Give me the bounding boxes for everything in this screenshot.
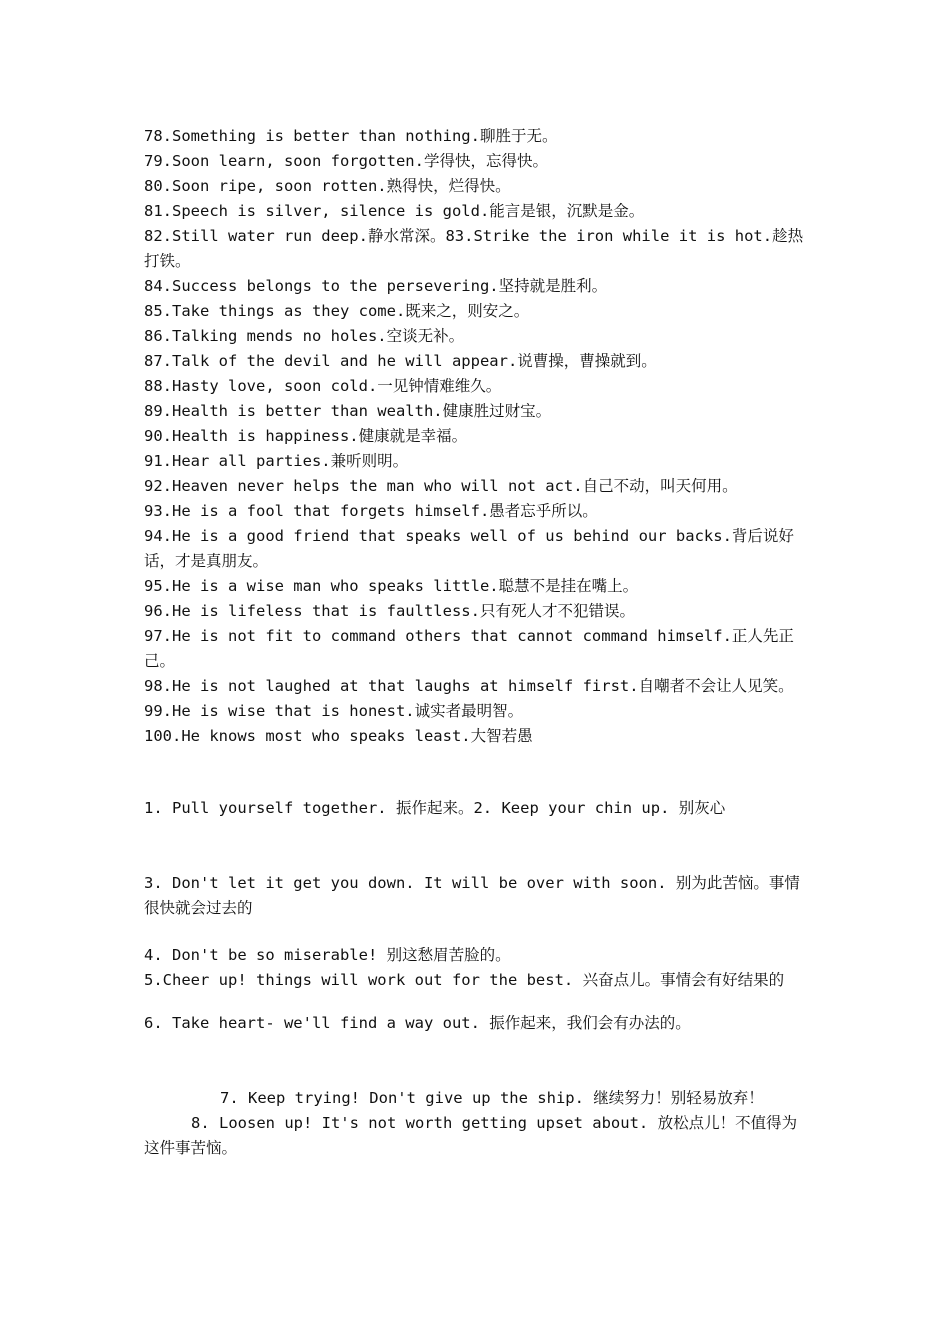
proverb-84: 84.Success belongs to the persevering.坚持就是胜利。 <box>144 277 608 295</box>
proverb-85: 85.Take things as they come.既来之，则安之。 <box>144 302 530 320</box>
proverb-97: 97.He is not fit to command others that cannot command himself.正人先正己。 <box>144 627 794 670</box>
spacer <box>144 921 808 943</box>
proverb-list <box>144 124 808 749</box>
spacer <box>144 1036 808 1086</box>
proverb-93: 93.He is a fool that forgets himself.愚者忘乎所以。 <box>144 502 598 520</box>
proverb-79: 79.Soon learn, soon forgotten.学得快，忘得快。 <box>144 152 548 170</box>
encouragement-8-indent <box>144 1114 191 1132</box>
proverb-90: 90.Health is happiness.健康就是幸福。 <box>144 427 468 445</box>
spacer <box>144 749 808 796</box>
encouragement-7: 7. Keep trying! Don't give up the ship. 继续努力！别轻易放弃！ <box>220 1089 764 1107</box>
proverb-98: 98.He is not laughed at that laughs at himself first.自嘲者不会让人见笑。 <box>144 677 794 695</box>
proverb-92: 92.Heaven never helps the man who will not act.自己不动，叫天何用。 <box>144 477 738 495</box>
proverb-86: 86.Talking mends no holes.空谈无补。 <box>144 327 465 345</box>
encouragement-list <box>144 796 808 1161</box>
proverb-78: 78.Something is better than nothing.聊胜于无。 <box>144 127 558 145</box>
proverb-95: 95.He is a wise man who speaks little.聪慧不是挂在嘴上。 <box>144 577 639 595</box>
proverb-96: 96.He is lifeless that is faultless.只有死人才不犯错误。 <box>144 602 635 620</box>
proverb-91: 91.Hear all parties.兼听则明。 <box>144 452 409 470</box>
encouragement-6: 6. Take heart- we'll find a way out. 振作起来，我们会有办法的。 <box>144 1014 691 1032</box>
proverb-81: 81.Speech is silver, silence is gold.能言是银，沉默是金。 <box>144 202 645 220</box>
encouragement-5: 5.Cheer up! things will work out for the best. 兴奋点儿。事情会有好结果的 <box>144 971 785 989</box>
document-page <box>144 124 808 1161</box>
encouragement-8 <box>144 1111 808 1161</box>
proverb-88: 88.Hasty love, soon cold.一见钟情难维久。 <box>144 377 502 395</box>
encouragement-4: 4. Don't be so miserable! 别这愁眉苦脸的。 <box>144 946 511 964</box>
proverb-80: 80.Soon ripe, soon rotten.熟得快，烂得快。 <box>144 177 511 195</box>
proverb-87: 87.Talk of the devil and he will appear.说曹操，曹操就到。 <box>144 352 657 370</box>
proverb-89: 89.Health is better than wealth.健康胜过财宝。 <box>144 402 552 420</box>
proverb-82-83: 82.Still water run deep.静水常深。83.Strike the iron while it is hot.趁热打铁。 <box>144 227 804 270</box>
proverb-100: 100.He knows most who speaks least.大智若愚 <box>144 727 533 745</box>
proverb-94: 94.He is a good friend that speaks well of us behind our backs.背后说好话，才是真朋友。 <box>144 527 794 570</box>
spacer <box>144 993 808 1011</box>
encouragement-1-2: 1. Pull yourself together. 振作起来。2. Keep your chin up. 别灰心 <box>144 799 726 817</box>
proverb-99: 99.He is wise that is honest.诚实者最明智。 <box>144 702 524 720</box>
encouragement-3: 3. Don't let it get you down. It will be over with soon. 别为此苦恼。事情很快就会过去的 <box>144 874 800 917</box>
spacer <box>144 821 808 871</box>
encouragement-8-text: 8. Loosen up! It's not worth getting upset about. 放松点儿！不值得为这件事苦恼。 <box>144 1114 798 1157</box>
